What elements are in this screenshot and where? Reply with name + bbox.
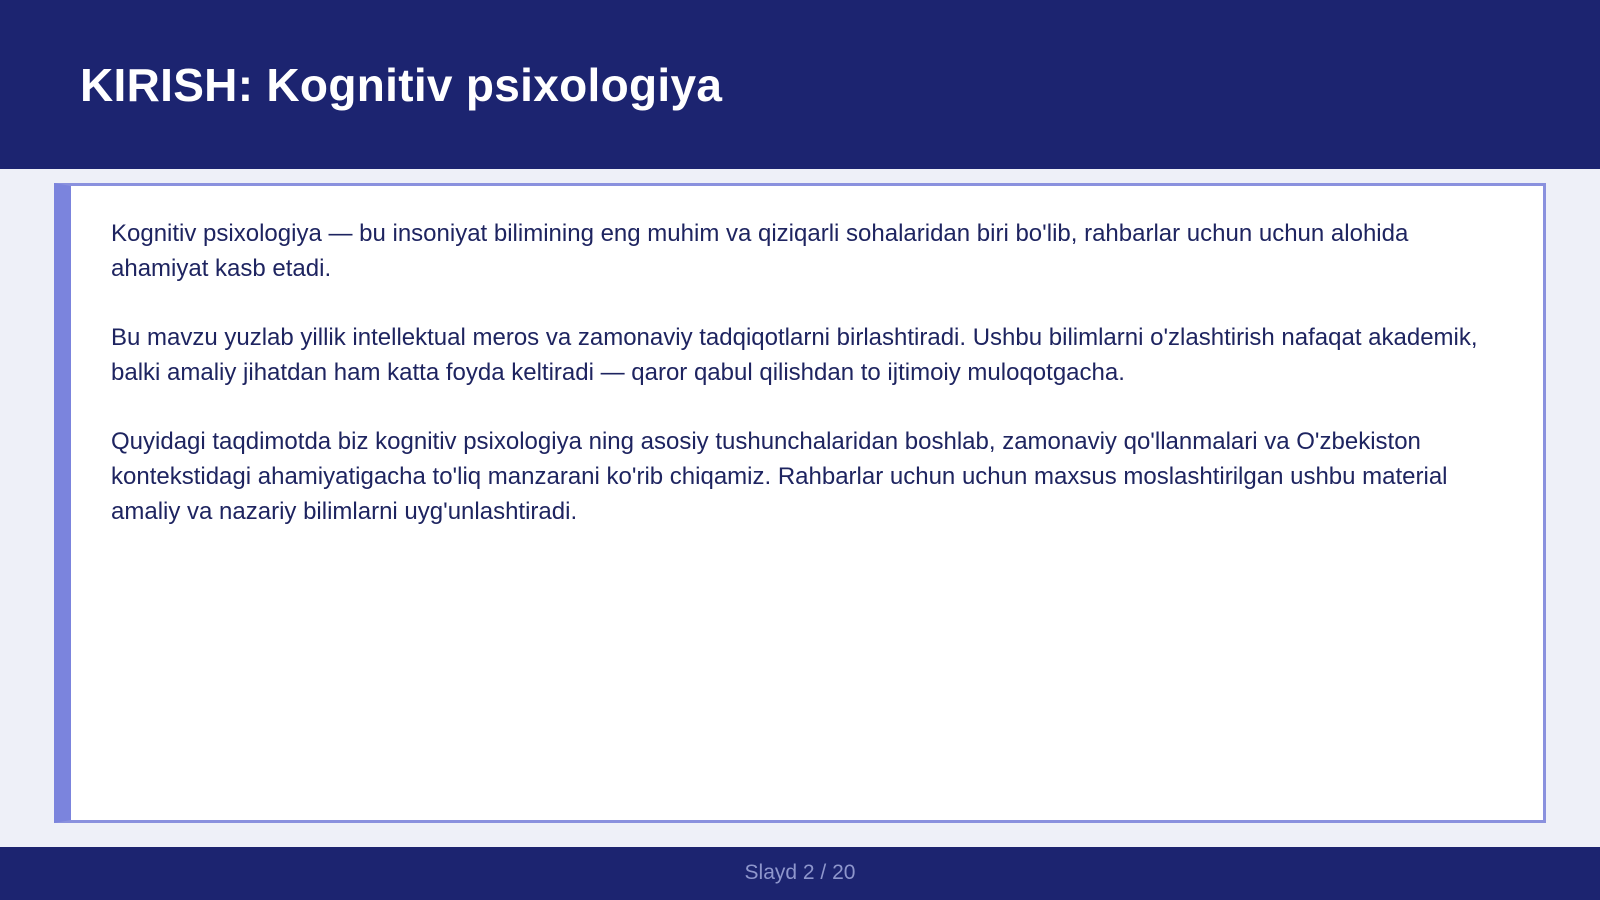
- paragraph-intro: Kognitiv psixologiya — bu insoniyat bilimining eng muhim va qiziqarli sohalaridan biri bo'lib, rahbarlar uchun uchun alohida ahamiyat kasb etadi.: [111, 220, 1409, 282]
- content-body: [111, 216, 1511, 563]
- slide-footer: [0, 847, 1600, 900]
- slide-header: [0, 0, 1600, 169]
- paragraph-heritage: Bu mavzu yuzlab yillik intellektual meros va zamonaviy tadqiqotlarni birlashtiradi. Ushbu bilimlarni o'zlashtirish nafaqat akademik, balki amaliy jihatdan ham katta foyda keltiradi — qaror qabul qilishdan to ijtimoiy muloqotgacha.: [111, 324, 1478, 386]
- slide-title: KIRISH: Kognitiv psixologiya: [80, 59, 723, 111]
- paragraph-overview: Quyidagi taqdimotda biz kognitiv psixologiya ning asosiy tushunchalaridan boshlab, zamonaviy qo'llanmalari va O'zbekiston kontekstidagi ahamiyatigacha to'liq manzarani ko'rib chiqamiz. Rahbarlar uchun uchun maxsus moslashtirilgan ushbu material amaliy va nazariy bilimlarni uyg'unlashtiradi.: [111, 428, 1448, 525]
- slide-number: Slayd 2 / 20: [744, 861, 856, 884]
